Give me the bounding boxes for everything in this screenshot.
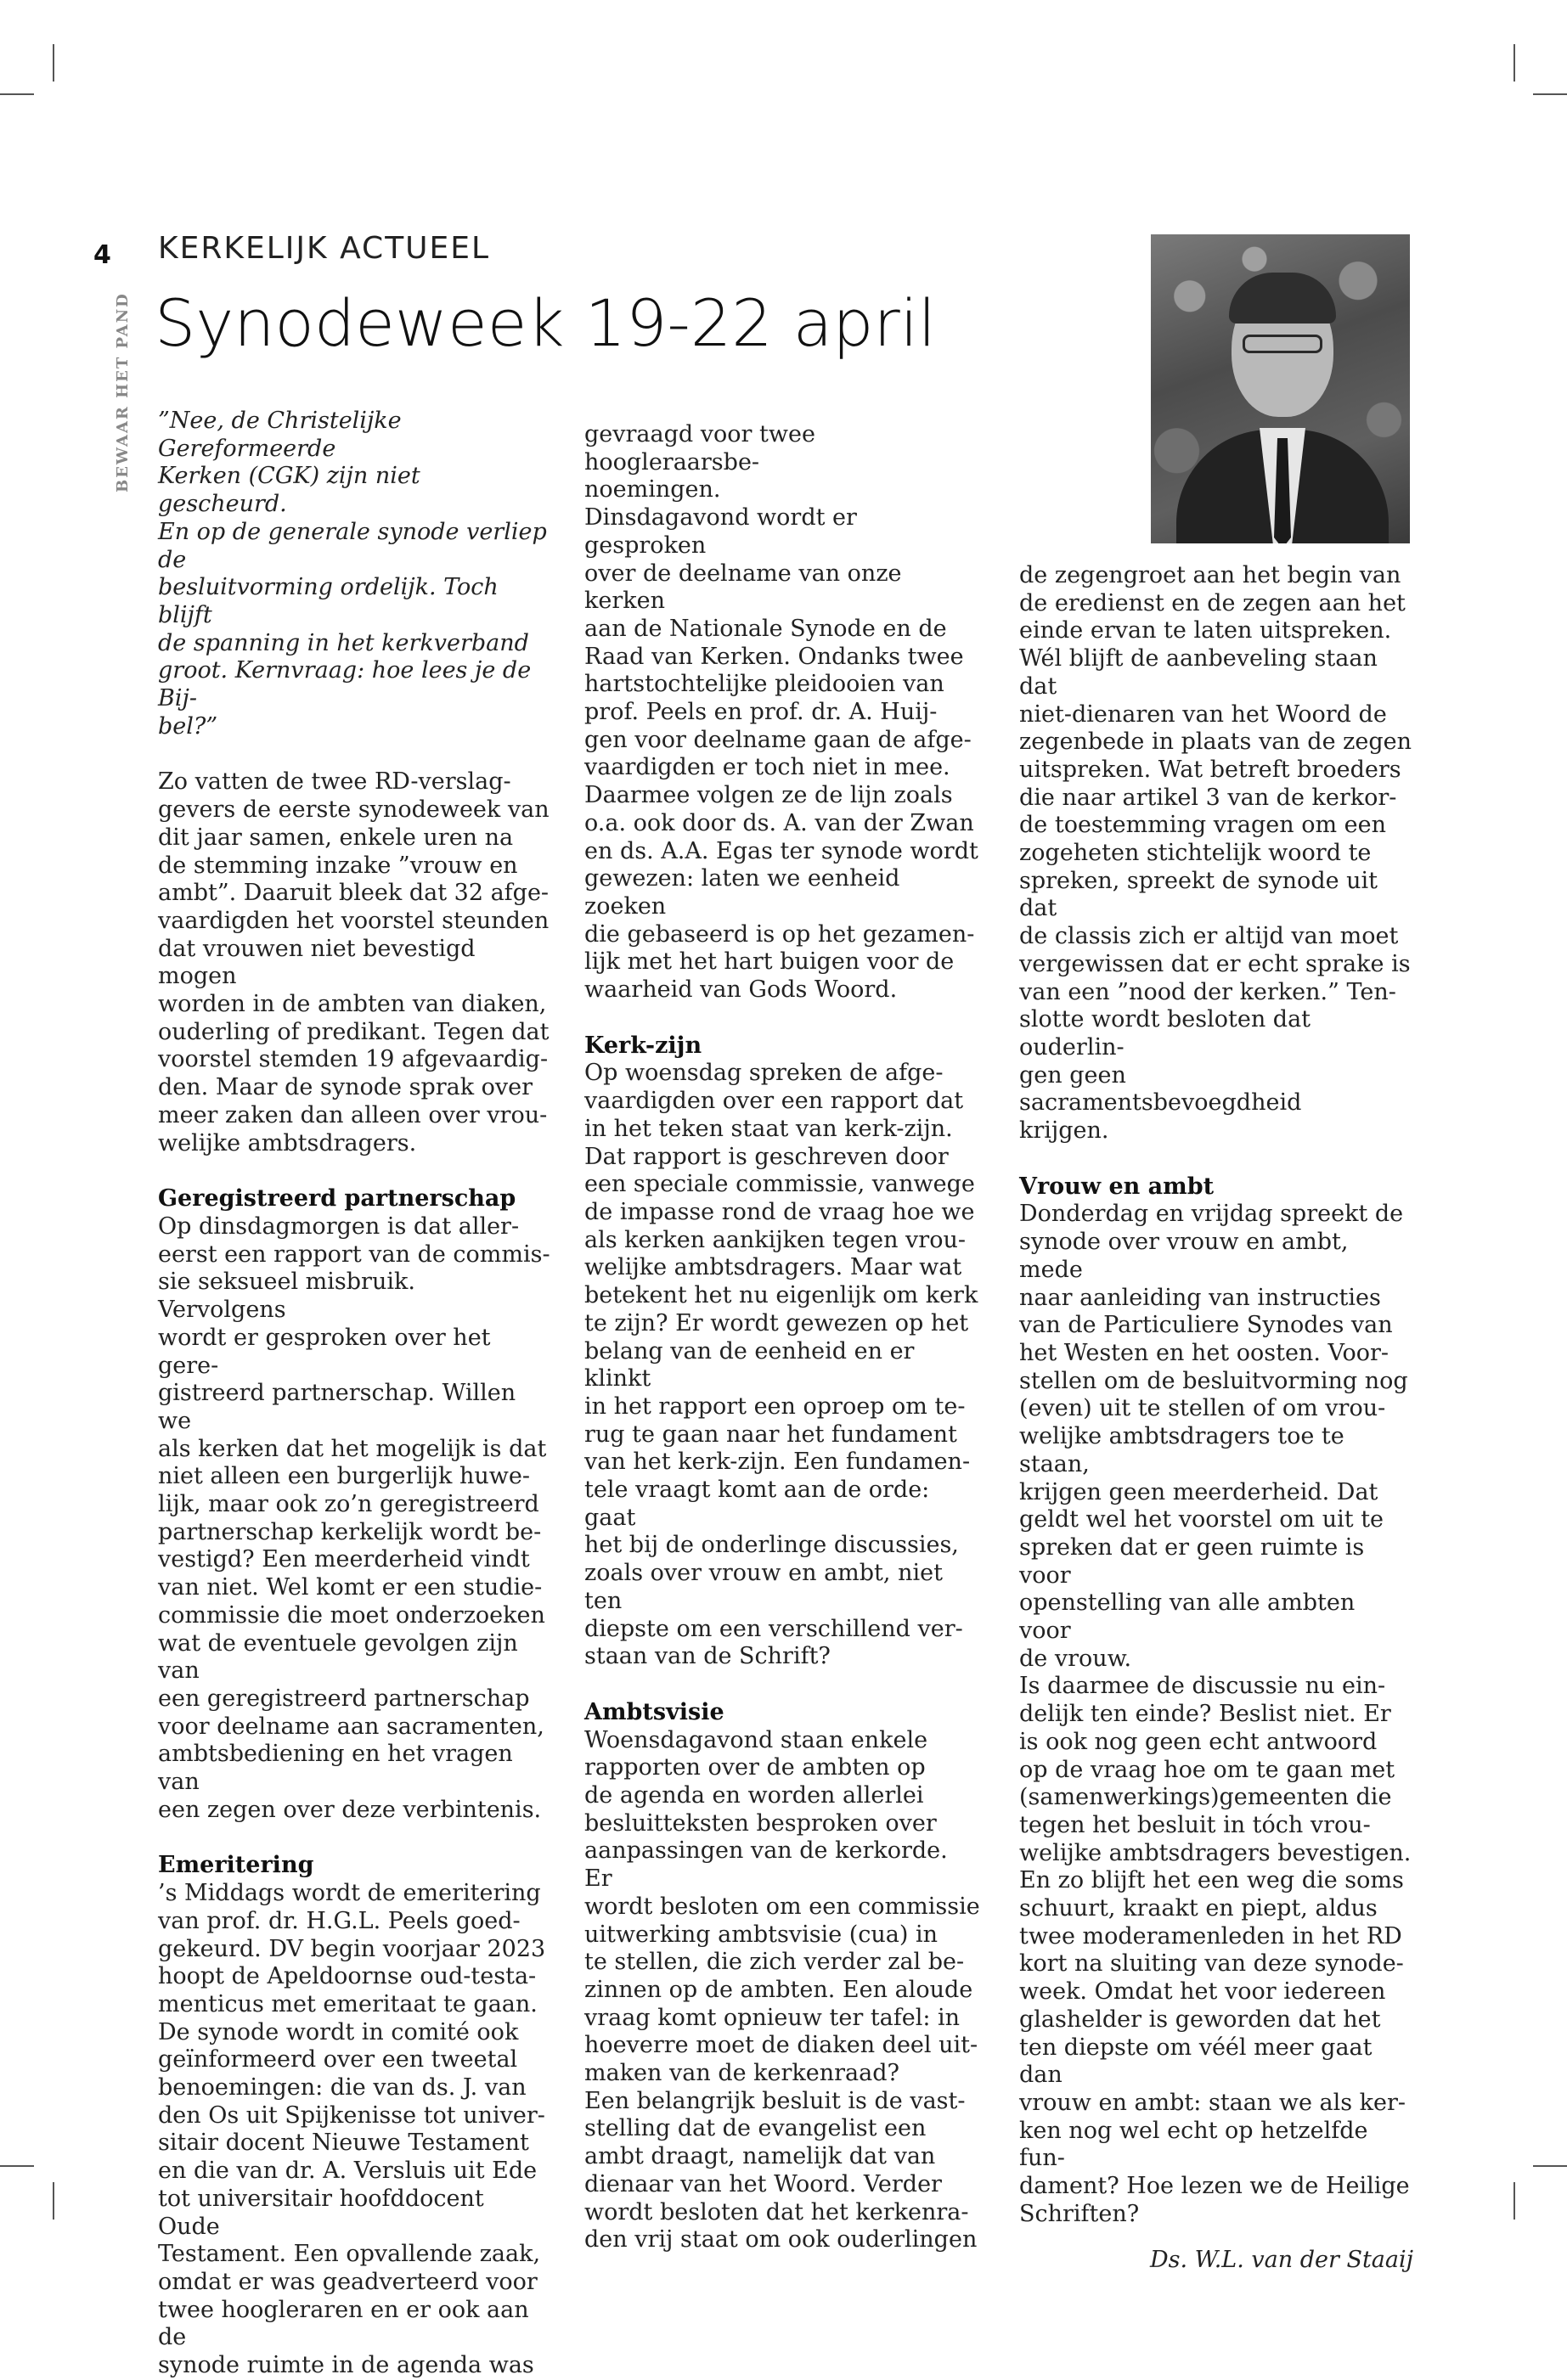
text-line: stelling dat de evangelist een — [584, 2115, 927, 2142]
text-line: niet-dienaren van het Woord de — [1019, 700, 1387, 728]
text-line: die naar artikel 3 van de kerkor- — [1019, 784, 1397, 811]
text-line: groot. Kernvraag: hoe lees je de Bij- — [158, 657, 532, 712]
author-portrait-photo — [1151, 234, 1410, 543]
text-line: twee moderamenleden in het RD — [1019, 1922, 1402, 1950]
text-line: einde ervan te laten uitspreken. — [1019, 617, 1392, 644]
text-line: te stellen, die zich verder zal be- — [584, 1949, 965, 1976]
crop-mark — [1513, 2182, 1515, 2220]
text-line: in het teken staat van kerk-zijn. — [584, 1115, 953, 1142]
text-line: van het kerk-zijn. Een fundamen- — [584, 1449, 971, 1476]
text-line: vestigd? Een meerderheid vindt — [158, 1546, 530, 1573]
text-line: De synode wordt in comité ook — [158, 2018, 519, 2045]
text-line: week. Omdat het voor iedereen — [1019, 1978, 1386, 2006]
text-line: het Westen en het oosten. Voor- — [1019, 1339, 1389, 1366]
crop-mark — [53, 44, 54, 82]
text-line: meer zaken dan alleen over vrou- — [158, 1101, 548, 1128]
text-line: de vrouw. — [1019, 1645, 1132, 1672]
text-line: Raad van Kerken. Ondanks twee — [584, 643, 964, 670]
text-line: vaardigden er toch niet in mee. — [584, 754, 950, 781]
text-line: als kerken dat het mogelijk is dat — [158, 1435, 547, 1462]
text-line: besluitvorming ordelijk. Toch blijft — [158, 574, 499, 628]
text-line: En zo blijft het een weg die soms — [1019, 1867, 1404, 1894]
text-line: eerst een rapport van de commis- — [158, 1241, 550, 1268]
text-line: staan van de Schrift? — [584, 1643, 831, 1670]
paragraph — [158, 1213, 550, 1824]
text-line: welijke ambtsdragers. Maar wat — [584, 1254, 962, 1281]
text-line: over de deelname van onze kerken — [584, 560, 902, 615]
text-line: aanpassingen van de kerkorde. Er — [584, 1837, 948, 1893]
text-line: o.a. ook door ds. A. van der Zwan — [584, 809, 974, 836]
text-line: ambt”. Daaruit bleek dat 32 afge- — [158, 880, 550, 907]
text-line: waarheid van Gods Woord. — [584, 976, 898, 1004]
text-line: hartstochtelijke pleidooien van — [584, 671, 944, 698]
text-line: spreken dat er geen ruimte is voor — [1019, 1533, 1365, 1589]
text-line: delijk ten einde? Beslist niet. Er — [1019, 1701, 1391, 1728]
text-line: noemingen. — [584, 476, 721, 504]
text-line: voor deelname aan sacramenten, — [158, 1713, 544, 1740]
text-line: wordt besloten dat het kerkenra- — [584, 2198, 969, 2225]
text-line: stellen om de besluitvorming nog — [1019, 1367, 1408, 1394]
text-line: Een belangrijk besluit is de vast- — [584, 2087, 966, 2114]
text-line: benoemingen: die van ds. J. van — [158, 2074, 527, 2101]
text-line: synode ruimte in de agenda was — [158, 2352, 534, 2379]
text-line: die gebaseerd is op het gezamen- — [584, 920, 975, 948]
text-line: uitwerking ambtsvisie (cua) in — [584, 1921, 939, 1948]
text-line: gewezen: laten we eenheid zoeken — [584, 865, 900, 920]
article-intro — [158, 408, 550, 740]
text-line: openstelling van alle ambten voor — [1019, 1589, 1356, 1645]
paragraph — [158, 768, 550, 1157]
text-line: uitspreken. Wat betreft broeders — [1019, 756, 1401, 783]
text-line: ambt draagt, namelijk dat van — [584, 2143, 936, 2170]
text-line: gen voor deelname gaan de afge- — [584, 726, 972, 753]
text-line: vaardigden het voorstel steunden — [158, 907, 550, 934]
article-column-2 — [584, 421, 980, 2254]
text-line: en die van dr. A. Versluis uit Ede — [158, 2158, 538, 2185]
text-line: menticus met emeritaat te gaan. — [158, 1990, 538, 2017]
text-line: Dinsdagavond wordt er gesproken — [584, 504, 857, 559]
text-line: krijgen geen meerderheid. Dat — [1019, 1478, 1378, 1505]
text-line: gen geen sacramentsbevoegdheid — [1019, 1061, 1302, 1117]
text-line: in het rapport een oproep om te- — [584, 1393, 966, 1420]
subheading: Geregistreerd partnerschap — [158, 1185, 516, 1213]
text-line: van niet. Wel komt er een studie- — [158, 1574, 543, 1601]
text-line: welijke ambtsdragers toe te staan, — [1019, 1423, 1344, 1477]
text-line: op de vraag hoe om te gaan met — [1019, 1756, 1395, 1783]
text-line: commissie die moet onderzoeken — [158, 1601, 545, 1629]
text-line: glashelder is geworden dat het — [1019, 2006, 1381, 2033]
text-line: Wél blijft de aanbeveling staan dat — [1019, 645, 1378, 700]
text-line: ten diepste om véél meer gaat dan — [1019, 2034, 1373, 2089]
text-line: van de Particuliere Synodes van — [1019, 1312, 1393, 1339]
text-line: gekeurd. DV begin voorjaar 2023 — [158, 1935, 546, 1962]
text-line: sie seksueel misbruik. Vervolgens — [158, 1269, 415, 1324]
text-line: de eredienst en de zegen aan het — [1019, 589, 1406, 616]
paragraph — [1019, 562, 1413, 1145]
text-line: vaardigden over een rapport dat — [584, 1088, 964, 1115]
text-line: geïnformeerd over een tweetal — [158, 2046, 518, 2073]
text-line: Woensdagavond staan enkele — [584, 1726, 928, 1753]
text-line: den vrij staat om ook ouderlingen — [584, 2226, 978, 2253]
text-line: spreken, spreekt de synode uit dat — [1019, 867, 1378, 922]
text-line: maken van de kerkenraad? — [584, 2060, 900, 2087]
text-line: rapporten over de ambten op — [584, 1754, 926, 1781]
headline: Synodeweek 19-22 april — [155, 285, 937, 361]
text-line: sitair docent Nieuwe Testament — [158, 2130, 529, 2157]
text-line: welijke ambtsdragers bevestigen. — [1019, 1839, 1412, 1866]
paragraph — [1019, 1201, 1413, 2228]
text-line: aan de Nationale Synode en de — [584, 615, 947, 642]
text-line: rug te gaan naar het fundament — [584, 1421, 957, 1448]
text-line: krijgen. — [1019, 1117, 1109, 1145]
crop-mark — [53, 2182, 54, 2220]
text-line: niet alleen een burgerlijk huwe- — [158, 1463, 530, 1490]
text-line: bel?” — [158, 712, 218, 740]
text-line: slotte wordt besloten dat ouderlin- — [1019, 1006, 1311, 1061]
text-line: gevraagd voor twee hoogleraarsbe- — [584, 421, 815, 475]
text-line: tele vraagt komt aan de orde: gaat — [584, 1477, 930, 1531]
text-line: een speciale commissie, vanwege — [584, 1171, 975, 1198]
text-line: ouderling of predikant. Tegen dat — [158, 1018, 550, 1045]
text-line: belang van de eenheid en er klinkt — [584, 1337, 915, 1393]
text-line: Dat rapport is geschreven door — [584, 1143, 949, 1170]
text-line: diepste om een verschillend ver- — [584, 1615, 963, 1642]
text-line: den Os uit Spijkenisse tot univer- — [158, 2101, 545, 2129]
text-line: wordt er gesproken over het gere- — [158, 1324, 491, 1379]
crop-mark — [1513, 44, 1515, 82]
text-line: (even) uit te stellen of om vrou- — [1019, 1395, 1386, 1422]
author-signature: Ds. W.L. van der Staaij — [1150, 2247, 1413, 2274]
text-line: besluitteksten besproken over — [584, 1809, 937, 1837]
text-line: omdat er was geadverteerd voor — [158, 2269, 538, 2295]
text-line: dit jaar samen, enkele uren na — [158, 824, 514, 851]
text-line: de zegengroet aan het begin van — [1019, 562, 1401, 588]
text-line: partnerschap kerkelijk wordt be- — [158, 1518, 542, 1545]
text-line: als kerken aankijken tegen vrou- — [584, 1226, 966, 1253]
text-line: een zegen over deze verbintenis. — [158, 1796, 542, 1823]
crop-mark — [0, 93, 34, 95]
paragraph — [584, 1060, 980, 1670]
subheading: Ambtsvisie — [584, 1698, 724, 1725]
text-line: gistreerd partnerschap. Willen we — [158, 1380, 516, 1434]
text-line: En op de generale synode verliep de — [158, 518, 547, 573]
subheading: Vrouw en ambt — [1019, 1173, 1215, 1200]
text-line: dament? Hoe lezen we de Heilige — [1019, 2173, 1410, 2200]
text-line: kort na sluiting van deze synode- — [1019, 1950, 1404, 1978]
text-line: hoeverre moet de diaken deel uit- — [584, 2032, 978, 2059]
text-line: lijk, maar ook zo’n geregistreerd — [158, 1491, 539, 1518]
text-line: prof. Peels en prof. dr. A. Huij- — [584, 699, 938, 726]
paragraph — [158, 1880, 550, 2380]
text-line: ”Nee, de Christelijke Gereformeerde — [158, 408, 402, 462]
text-line: de spanning in het kerkverband — [158, 629, 529, 656]
text-line: het bij de onderlinge discussies, — [584, 1532, 959, 1559]
text-line: ken nog wel echt op hetzelfde fun- — [1019, 2117, 1368, 2172]
paragraph — [584, 1727, 980, 2254]
text-line: van een ”nood der kerken.” Ten- — [1019, 978, 1396, 1005]
text-line: (samenwerkings)gemeenten die — [1019, 1784, 1392, 1811]
text-line: Op dinsdagmorgen is dat aller- — [158, 1213, 520, 1240]
text-line: worden in de ambten van diaken, — [158, 991, 547, 1018]
text-line: geldt wel het voorstel om uit te — [1019, 1506, 1384, 1533]
text-line: vergewissen dat er echt sprake is — [1019, 950, 1411, 977]
text-line: is ook nog geen echt antwoord — [1019, 1728, 1378, 1755]
text-line: zoals over vrouw en ambt, niet ten — [584, 1560, 943, 1614]
text-line: Daarmee volgen ze de lijn zoals — [584, 782, 953, 809]
text-line: zegenbede in plaats van de zegen — [1019, 729, 1412, 756]
text-line: schuurt, kraakt en piept, aldus — [1019, 1895, 1378, 1922]
text-line: Schriften? — [1019, 2200, 1140, 2227]
text-line: van prof. dr. H.G.L. Peels goed- — [158, 1907, 521, 1934]
text-line: hoopt de Apeldoornse oud-testa- — [158, 1963, 537, 1990]
text-line: dienaar van het Woord. Verder — [584, 2170, 942, 2197]
text-line: welijke ambtsdragers. — [158, 1129, 417, 1156]
crop-mark — [1533, 93, 1567, 95]
text-line: zinnen op de ambten. Een aloude — [584, 1976, 973, 2003]
section-label: KERKELIJK ACTUEEL — [158, 231, 491, 266]
text-line: zogeheten stichtelijk woord te — [1019, 840, 1372, 867]
text-line: ’s Middags wordt de emeritering — [158, 1880, 541, 1907]
text-line: Kerken (CGK) zijn niet gescheurd. — [158, 463, 420, 518]
text-line: de agenda en worden allerlei — [584, 1782, 924, 1809]
subheading: Emeritering — [158, 1852, 314, 1879]
text-line: gevers de eerste synodeweek van — [158, 796, 550, 824]
page-number: 4 — [93, 240, 111, 270]
text-line: de toestemming vragen om een — [1019, 812, 1386, 839]
text-line: betekent het nu eigenlijk om kerk — [584, 1282, 978, 1309]
text-line: een geregistreerd partnerschap — [158, 1685, 530, 1712]
crop-mark — [1533, 2165, 1567, 2167]
paragraph — [584, 421, 980, 1004]
text-line: wordt besloten om een commissie — [584, 1893, 980, 1920]
text-line: den. Maar de synode sprak over — [158, 1074, 533, 1101]
text-line: Donderdag en vrijdag spreekt de — [1019, 1201, 1404, 1228]
crop-mark — [0, 2165, 34, 2167]
text-line: vrouw en ambt: staan we als ker- — [1019, 2089, 1406, 2116]
text-line: tegen het besluit in tóch vrou- — [1019, 1811, 1371, 1838]
article-column-3 — [1019, 562, 1413, 2275]
text-line: synode over vrouw en ambt, mede — [1019, 1229, 1349, 1283]
text-line: de stemming inzake ”vrouw en — [158, 852, 518, 879]
text-line: twee hoogleraren en er ook aan de — [158, 2296, 529, 2351]
text-line: Zo vatten de twee RD-verslag- — [158, 768, 511, 796]
text-line: te zijn? Er wordt gewezen op het — [584, 1309, 969, 1336]
text-line: Testament. Een opvallende zaak, — [158, 2241, 541, 2268]
article-column-1 — [158, 408, 550, 2380]
text-line: Op woensdag spreken de afge- — [584, 1060, 944, 1087]
text-line: Is daarmee de discussie nu ein- — [1019, 1673, 1386, 1700]
subheading: Kerk-zijn — [584, 1032, 702, 1059]
text-line: dat vrouwen niet bevestigd mogen — [158, 935, 476, 990]
side-label: BEWAAR HET PAND — [114, 292, 132, 492]
text-line: tot universitair hoofddocent Oude — [158, 2185, 484, 2240]
text-line: ambtsbediening en het vragen van — [158, 1741, 513, 1796]
text-line: voorstel stemden 19 afgevaardig- — [158, 1046, 549, 1073]
text-line: en ds. A.A. Egas ter synode wordt — [584, 837, 978, 864]
text-line: de classis zich er altijd van moet — [1019, 923, 1399, 950]
text-line: de impasse rond de vraag hoe we — [584, 1198, 975, 1225]
text-line: naar aanleiding van instructies — [1019, 1284, 1381, 1311]
text-line: lijk met het hart buigen voor de — [584, 948, 955, 976]
text-line: vraag komt opnieuw ter tafel: in — [584, 2004, 961, 2031]
text-line: wat de eventuele gevolgen zijn van — [158, 1629, 518, 1685]
